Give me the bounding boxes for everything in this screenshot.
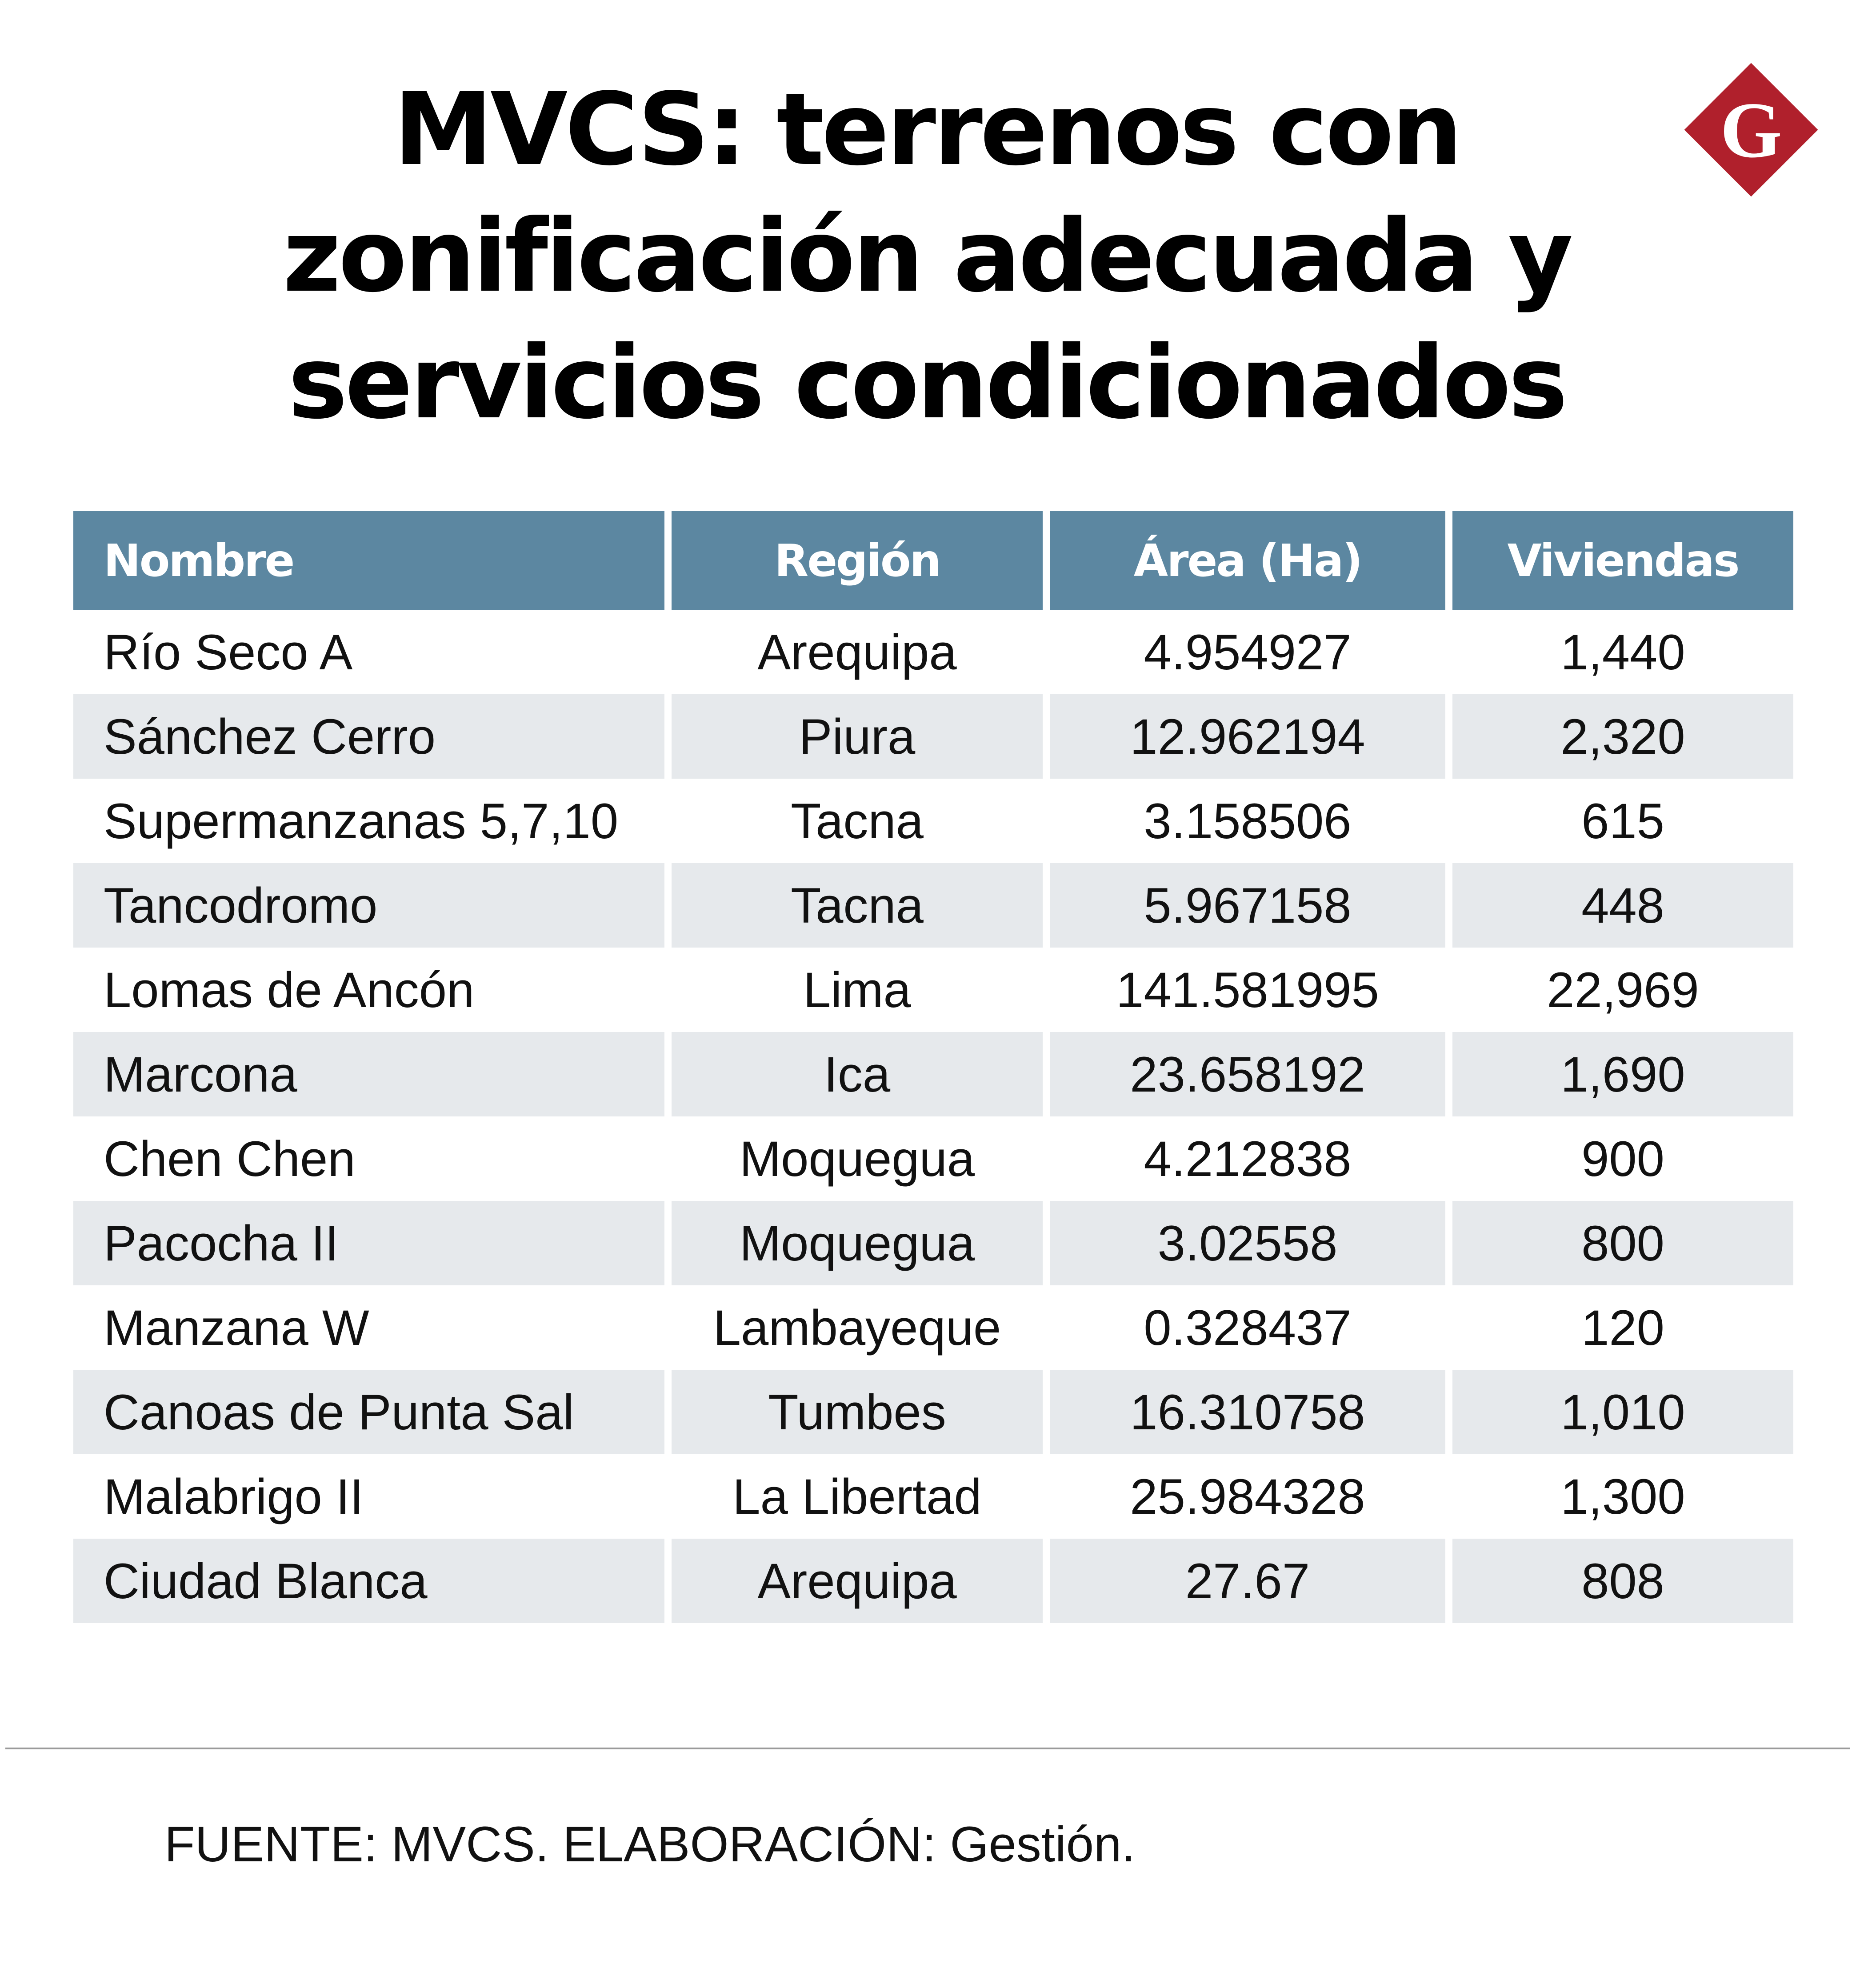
table-body: [73, 610, 1793, 1623]
cell-region: Tacna: [672, 779, 1043, 863]
cell-viviendas: 1,440: [1452, 610, 1793, 694]
cell-area: 23.658192: [1050, 1032, 1445, 1116]
data-table: [73, 511, 1793, 1623]
cell-region: Arequipa: [672, 610, 1043, 694]
cell-region: Ica: [672, 1032, 1043, 1116]
cell-region: La Libertad: [672, 1454, 1043, 1539]
cell-area: 12.962194: [1050, 694, 1445, 779]
cell-area: 0.328437: [1050, 1285, 1445, 1370]
cell-nombre: Malabrigo II: [73, 1454, 664, 1539]
header-viviendas: Viviendas: [1452, 511, 1793, 610]
cell-area: 141.581995: [1050, 948, 1445, 1032]
table-row: [73, 610, 1793, 694]
cell-viviendas: 615: [1452, 779, 1793, 863]
logo-letter: G: [1720, 85, 1782, 174]
cell-nombre: Manzana W: [73, 1285, 664, 1370]
gestion-logo-icon: [1680, 59, 1822, 201]
cell-region: Tacna: [672, 863, 1043, 948]
infographic-title: [222, 67, 1631, 447]
table-row: [73, 1116, 1793, 1201]
cell-area: 3.02558: [1050, 1201, 1445, 1285]
cell-nombre: Chen Chen: [73, 1116, 664, 1201]
cell-viviendas: 808: [1452, 1539, 1793, 1623]
cell-nombre: Pacocha II: [73, 1201, 664, 1285]
title-line-2: zonificación adecuada y: [283, 198, 1571, 315]
table-row: [73, 1285, 1793, 1370]
title-line-1: MVCS: terrenos con: [393, 72, 1460, 188]
cell-nombre: Marcona: [73, 1032, 664, 1116]
cell-region: Lima: [672, 948, 1043, 1032]
cell-region: Lambayeque: [672, 1285, 1043, 1370]
table-row: [73, 1454, 1793, 1539]
cell-nombre: Sánchez Cerro: [73, 694, 664, 779]
cell-region: Arequipa: [672, 1539, 1043, 1623]
cell-area: 4.954927: [1050, 610, 1445, 694]
cell-region: Moquegua: [672, 1116, 1043, 1201]
cell-viviendas: 900: [1452, 1116, 1793, 1201]
table-row: [73, 863, 1793, 948]
table-row: [73, 1032, 1793, 1116]
cell-region: Moquegua: [672, 1201, 1043, 1285]
table-row: [73, 1370, 1793, 1454]
cell-viviendas: 120: [1452, 1285, 1793, 1370]
cell-viviendas: 1,300: [1452, 1454, 1793, 1539]
cell-nombre: Lomas de Ancón: [73, 948, 664, 1032]
cell-nombre: Ciudad Blanca: [73, 1539, 664, 1623]
table-row: [73, 694, 1793, 779]
cell-viviendas: 800: [1452, 1201, 1793, 1285]
cell-area: 27.67: [1050, 1539, 1445, 1623]
table-row: [73, 1539, 1793, 1623]
cell-region: Tumbes: [672, 1370, 1043, 1454]
table-row: [73, 779, 1793, 863]
cell-viviendas: 2,320: [1452, 694, 1793, 779]
footer-divider: [5, 1748, 1850, 1749]
header-nombre: Nombre: [73, 511, 664, 610]
cell-region: Piura: [672, 694, 1043, 779]
cell-viviendas: 1,010: [1452, 1370, 1793, 1454]
cell-nombre: Río Seco A: [73, 610, 664, 694]
cell-area: 5.967158: [1050, 863, 1445, 948]
title-line-3: servicios condicionados: [288, 325, 1565, 441]
cell-area: 3.158506: [1050, 779, 1445, 863]
cell-nombre: Canoas de Punta Sal: [73, 1370, 664, 1454]
header-region: Región: [672, 511, 1043, 610]
cell-viviendas: 448: [1452, 863, 1793, 948]
table-row: [73, 1201, 1793, 1285]
table-header-row: [73, 511, 1793, 610]
table-row: [73, 948, 1793, 1032]
cell-viviendas: 22,969: [1452, 948, 1793, 1032]
source-note: FUENTE: MVCS. ELABORACIÓN: Gestión.: [164, 1816, 1136, 1872]
cell-nombre: Supermanzanas 5,7,10: [73, 779, 664, 863]
header-area: Área (Ha): [1050, 511, 1445, 610]
cell-area: 25.984328: [1050, 1454, 1445, 1539]
cell-viviendas: 1,690: [1452, 1032, 1793, 1116]
cell-area: 4.212838: [1050, 1116, 1445, 1201]
cell-nombre: Tancodromo: [73, 863, 664, 948]
cell-area: 16.310758: [1050, 1370, 1445, 1454]
